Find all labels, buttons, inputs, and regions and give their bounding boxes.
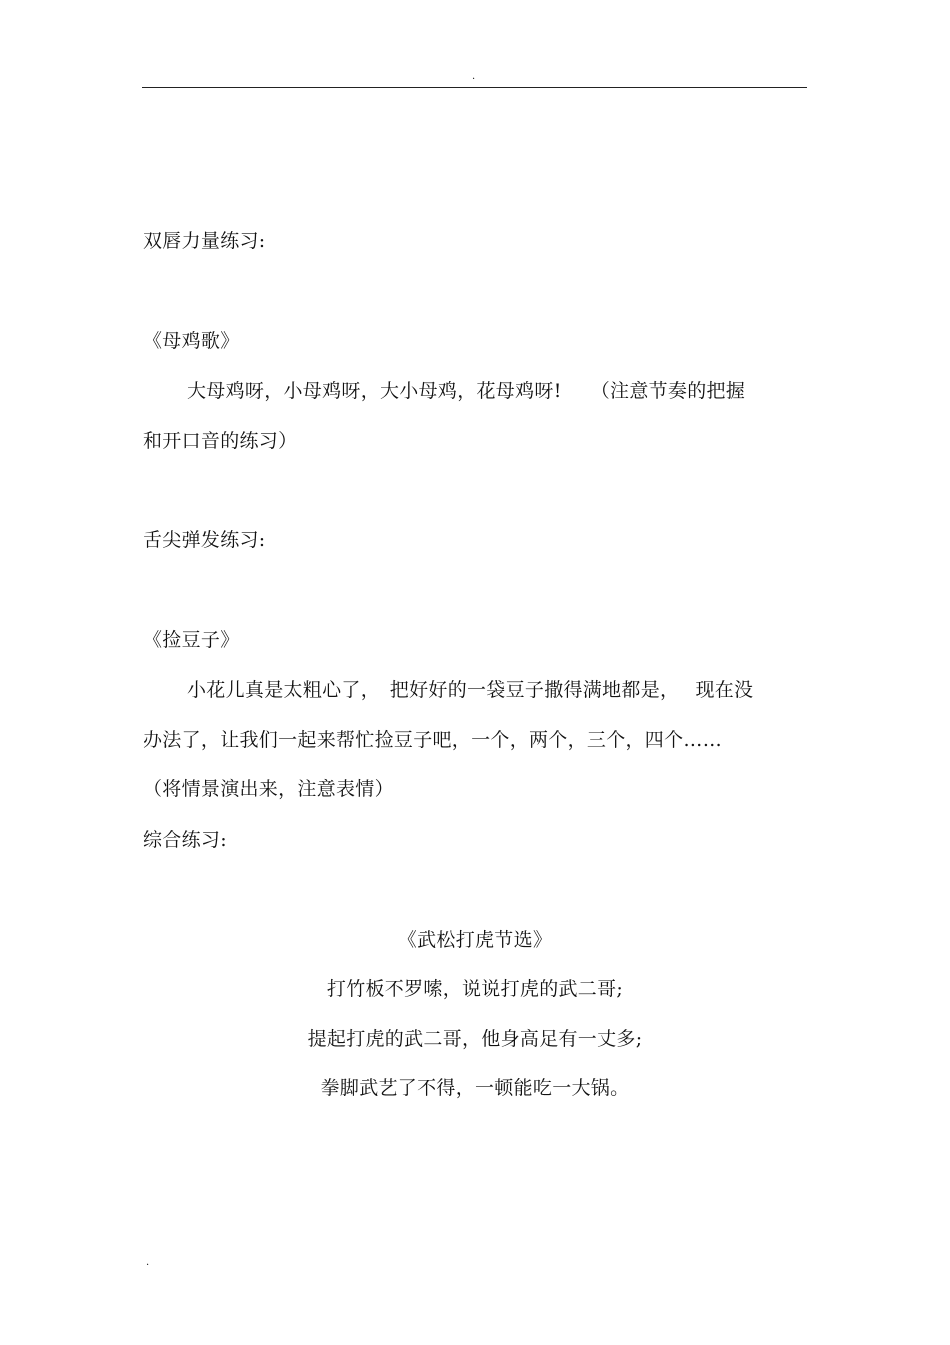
header-rule [142,87,807,88]
hen-song-line-2: 和开口音的练习） [143,430,298,452]
beans-line-2: 办法了，让我们一起来帮忙捡豆子吧，一个，两个，三个，四个…… [143,729,723,751]
header-dot: . [472,71,476,82]
hen-song-line-1: 大母鸡呀，小母鸡呀，大小母鸡，花母鸡呀! （注意节奏的把握 [187,380,746,402]
footer-dot: . [146,1257,150,1268]
combined-practice-heading: 综合练习: [143,829,227,851]
hen-song-title: 《母鸡歌》 [143,330,240,352]
beans-line-1: 小花儿真是太粗心了， 把好好的一袋豆子撒得满地都是， 现在没 [187,679,754,701]
beans-title: 《捡豆子》 [143,629,240,651]
wusong-title: 《武松打虎节选》 [397,929,553,951]
lips-practice-heading: 双唇力量练习: [143,230,266,252]
tongue-practice-heading: 舌尖弹发练习: [143,529,266,551]
wusong-verse-3: 拳脚武艺了不得，一顿能吃一大锅。 [320,1077,630,1099]
beans-line-3: （将情景演出来，注意表情） [143,778,394,800]
wusong-verse-1: 打竹板不罗嗦，说说打虎的武二哥; [326,978,624,1000]
wusong-verse-2: 提起打虎的武二哥，他身高足有一丈多; [307,1028,643,1050]
